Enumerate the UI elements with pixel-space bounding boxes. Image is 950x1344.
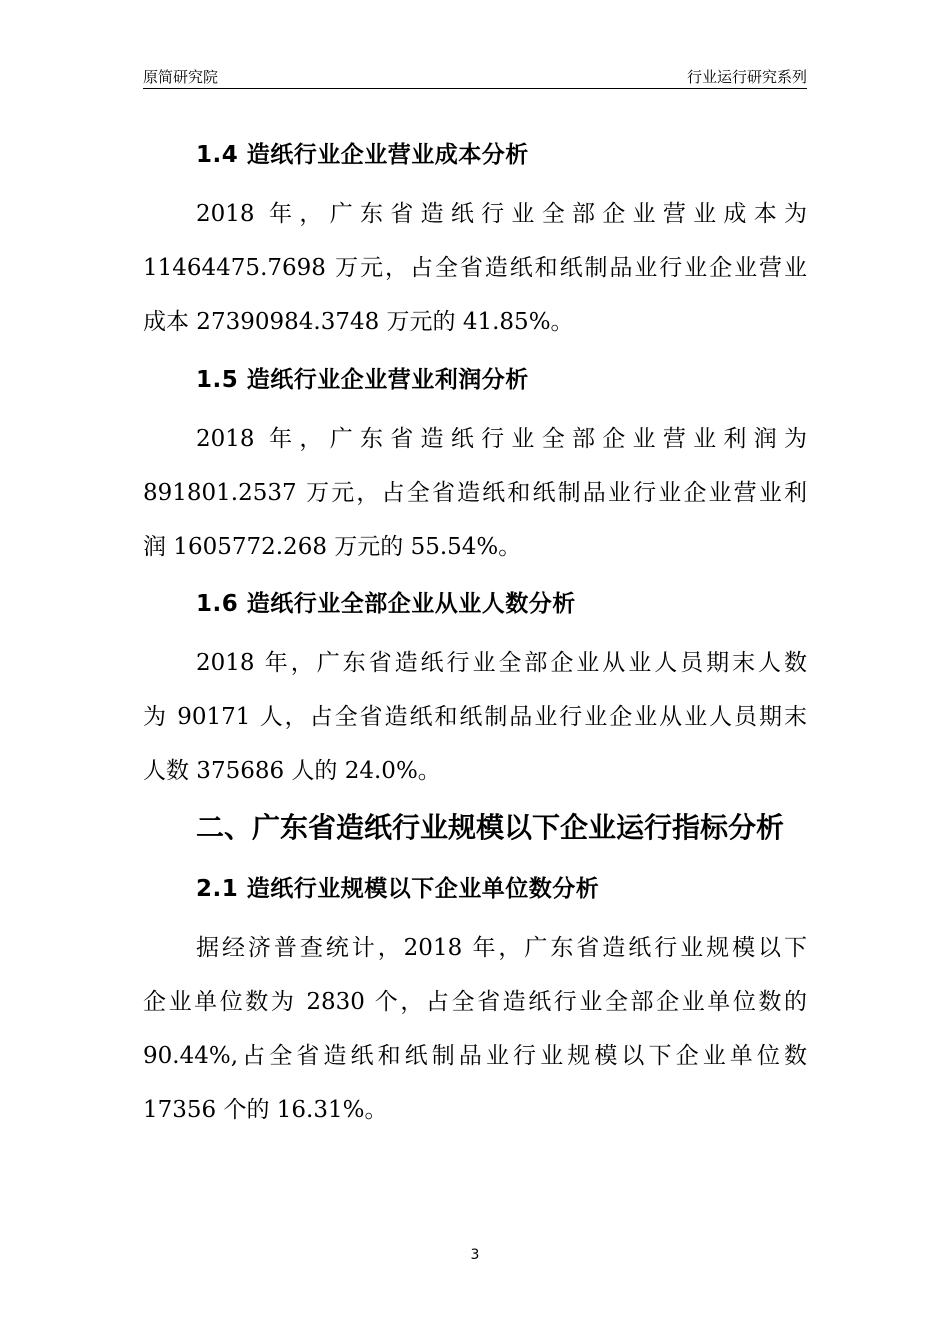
section-paragraph-1-5 — [143, 412, 807, 574]
section-paragraph-2-1 — [143, 921, 807, 1137]
paragraph-line: 企业单位数为 2830 个，占全省造纸行业全部企业单位数的 — [143, 989, 807, 1015]
section-heading-2-1: 2.1 造纸行业规模以下企业单位数分析 — [196, 876, 600, 902]
section-heading-1-4: 1.4 造纸行业企业营业成本分析 — [196, 142, 529, 168]
section-heading-1-6: 1.6 造纸行业全部企业从业人数分析 — [196, 591, 576, 617]
chapter-heading-2: 二、广东省造纸行业规模以下企业运行指标分析 — [196, 811, 785, 844]
header-series-title: 行业运行研究系列 — [686, 68, 807, 86]
section-paragraph-1-6 — [143, 636, 807, 798]
paragraph-line: 2018 年，广东省造纸行业全部企业从业人员期末人数 — [196, 650, 807, 676]
paragraph-line: 2018 年，广东省造纸行业全部企业营业利润为 — [196, 426, 807, 452]
paragraph-line: 据经济普查统计，2018 年，广东省造纸行业规模以下 — [196, 935, 807, 961]
paragraph-line: 17356 个的 16.31%。 — [143, 1097, 388, 1123]
header-org-name: 原简研究院 — [143, 68, 219, 86]
paragraph-line: 为 90171 人，占全省造纸和纸制品业行业企业从业人员期末 — [143, 704, 807, 730]
paragraph-line: 人数 375686 人的 24.0%。 — [143, 758, 441, 784]
page-header — [143, 62, 807, 89]
paragraph-line: 11464475.7698 万元，占全省造纸和纸制品业行业企业营业 — [143, 255, 807, 281]
paragraph-line: 891801.2537 万元，占全省造纸和纸制品业行业企业营业利 — [143, 480, 807, 506]
section-heading-1-5: 1.5 造纸行业企业营业利润分析 — [196, 367, 529, 393]
section-paragraph-1-4 — [143, 187, 807, 349]
paragraph-line: 成本 27390984.3748 万元的 41.85%。 — [143, 309, 574, 335]
page-number: 3 — [470, 1247, 480, 1263]
paragraph-line: 润 1605772.268 万元的 55.54%。 — [143, 534, 522, 560]
paragraph-line: 90.44%,占全省造纸和纸制品业行业规模以下企业单位数 — [143, 1043, 807, 1069]
paragraph-line: 2018 年，广东省造纸行业全部企业营业成本为 — [196, 201, 807, 227]
